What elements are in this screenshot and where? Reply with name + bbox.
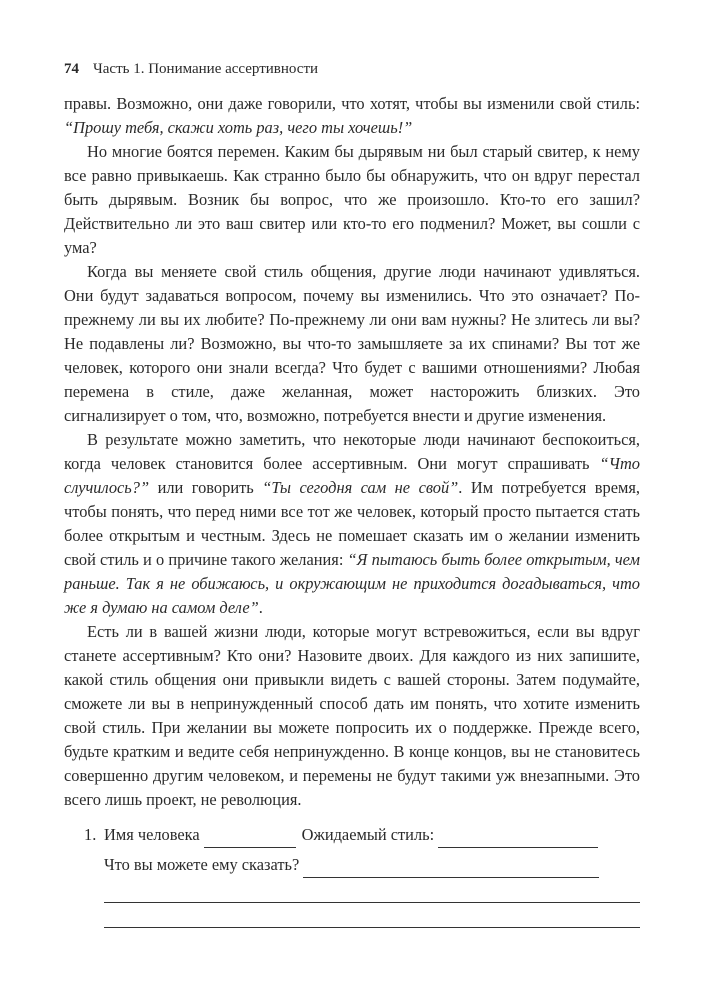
running-title: Часть 1. Понимание ассертивности xyxy=(93,61,319,77)
paragraph-text: . Им потребуется время, чтобы понять, что перед ними все тот же человек, который просто пытается стать более открытым и честным. Здесь не помешает сказать им о желании изменить свой стиль и о причине такого желания: xyxy=(64,478,640,569)
paragraph-5: Есть ли в вашей жизни люди, которые могут встревожиться, если вы вдруг станете ассертивным? Кто они? Назовите двоих. Для каждого из них запишите, какой стиль общения они привыкли видеть с вашей стороны. Затем подумайте, сможете ли вы в непринужденный способ дать им понять, что хотите изменить свой стиль. При желании вы можете попросить их о поддержке. Прежде всего, будьте кратким и ведите себя непринужденно. В конце концов, вы не становитесь совершенно другим человеком, и перемены не будут такими уж внезапными. Это всего лишь проект, не революция. xyxy=(64,622,640,809)
quote: “Что случилось?” xyxy=(64,454,640,497)
paragraph-text: В результате можно заметить, что некоторые люди начинают беспокоиться, когда человек становится более ассертивным. Они могут спрашивать xyxy=(64,430,640,473)
exercise-row-1 xyxy=(64,822,640,848)
paragraph-2: Но многие боятся перемен. Каким бы дырявым ни был старый свитер, к нему все равно привыкаешь. Как странно было бы обнаружить, что он вдруг перестал быть дырявым. Возник бы вопрос, что же произошло. Кто-то его зашил? Действительно ли это ваш свитер или кто-то его подменил? Может, вы сошли с ума? xyxy=(64,142,640,257)
exercise-item xyxy=(64,822,640,928)
say-blank-line[interactable] xyxy=(303,859,599,878)
name-blank-line[interactable] xyxy=(204,829,296,848)
style-label: Ожидаемый стиль: xyxy=(301,825,435,844)
quote: “Я пытаюсь быть более открытым, чем раньше. Так я не обижаюсь, и окружающим не приходится догадываться, что же я думаю на самом деле” xyxy=(64,550,640,617)
quote: “Ты сегодня сам не свой” xyxy=(262,478,459,497)
paragraph-4 xyxy=(64,428,640,620)
say-label: Что вы можете ему сказать? xyxy=(104,855,300,874)
style-blank-line[interactable] xyxy=(438,829,598,848)
name-label: Имя человека xyxy=(104,825,200,844)
answer-blank-line[interactable] xyxy=(104,903,640,928)
paragraph-text: правы. Возможно, они даже говорили, что хотят, чтобы вы изменили свой стиль: xyxy=(64,94,640,113)
exercise-row-2 xyxy=(104,852,640,878)
running-header xyxy=(64,58,640,80)
body-text xyxy=(64,92,640,812)
paragraph-text: или говорить xyxy=(149,478,263,497)
paragraph-1 xyxy=(64,92,640,140)
item-number: 1. xyxy=(84,825,97,844)
paragraph-text: . xyxy=(258,598,263,617)
quote: “Прошу тебя, скажи хоть раз, чего ты хочешь!” xyxy=(64,118,413,137)
book-page xyxy=(64,58,640,928)
paragraph-3: Когда вы меняете свой стиль общения, другие люди начинают удивляться. Они будут задаваться вопросом, почему вы изменились. Что это означает? По-прежнему ли вы их любите? По-прежнему ли они вам нужны? Не злитесь ли вы? Не подавлены ли? Возможно, вы что-то замышляете за их спинами? Вы тот же человек, которого они знали всегда? Что будет с вашими отношениями? Любая перемена в стиле, даже желанная, может насторожить близких. Это сигнализирует о том, что, возможно, потребуется внести и другие изменения. xyxy=(64,262,640,425)
answer-blank-line[interactable] xyxy=(104,878,640,903)
page-number: 74 xyxy=(64,61,79,77)
